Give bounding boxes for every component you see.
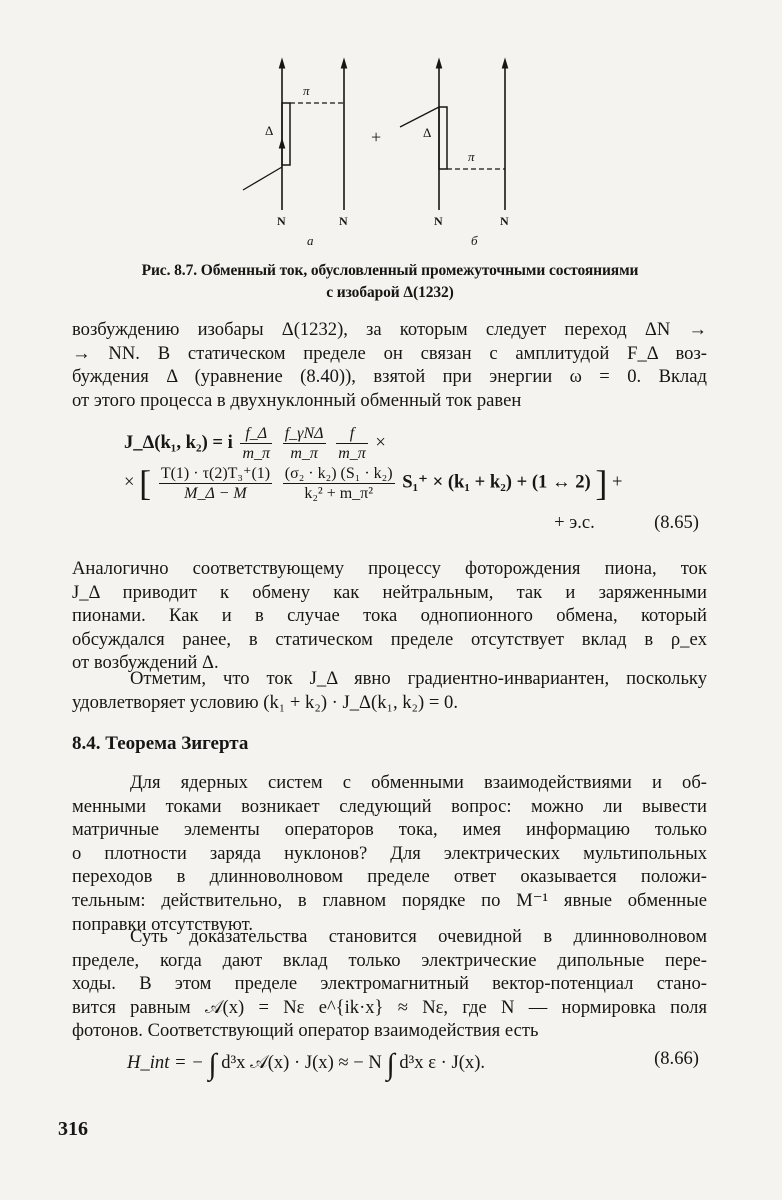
equation-line-2 (124, 462, 714, 504)
text-line: Аналогично соответствующему процессу фоторождения пиона, ток (72, 558, 707, 579)
equation-tail: S₁⁺ × (k₁ + k₂) + (1 ↔ 2) (402, 471, 591, 493)
plus-sign: + (371, 127, 382, 147)
equation-number: (8.66) (654, 1048, 699, 1069)
text-line: обсуждался ранее, в статическом пределе отсутствует вклад в ρ_ex (72, 628, 707, 650)
label-pi: π (303, 83, 310, 98)
caption-line: Рис. 8.7. Обменный ток, обусловленный промежуточными состояниями (141, 262, 639, 279)
times-sign: × (375, 431, 386, 453)
text-line: возбуждению изобары Δ(1232), за которым следует переход ΔN → (72, 319, 707, 340)
right-bracket: ] (595, 463, 608, 503)
equation-lhs: H_int = − (127, 1052, 204, 1073)
figure-caption (90, 260, 690, 304)
delta-box (282, 103, 290, 165)
page-number: 316 (58, 1118, 88, 1140)
equation-line-3 (554, 512, 699, 534)
fraction: $\frac{f\_\Delta}{m\_\pi}$ (242, 425, 271, 462)
label-n: N (277, 214, 286, 228)
integral-sign: ∫ (386, 1048, 395, 1081)
text-line: Отметим, что ток J_Δ явно градиентно-инвариантен, поскольку (130, 668, 707, 689)
equation-8-66 (72, 1048, 707, 1081)
text-line: удовлетворяет условию (k₁ + k₂) · J_Δ(k₁, k₂) = 0. (72, 691, 458, 713)
text-line: Суть доказательства становится очевидной в длинноволновом (130, 926, 707, 947)
sublabel-a: а (307, 233, 314, 248)
section-heading: 8.4. Теорема Зигерта (72, 733, 249, 754)
label-n: N (434, 214, 443, 228)
text-line: пределе, когда дают вклад только электрические дипольные пере- (72, 949, 707, 971)
text-line: от возбуждений Δ. (72, 652, 219, 674)
equation-part: d³x ε · J(x). (399, 1052, 486, 1073)
label-n: N (500, 214, 509, 228)
integral-sign: ∫ (208, 1048, 217, 1081)
diagram-b (400, 63, 509, 248)
equation-body (127, 1048, 485, 1082)
equation-8-65 (72, 420, 707, 550)
photon-line (243, 167, 282, 190)
fraction: $\frac{\text{f\_γNΔ}}{m\_\pi}$ (284, 425, 324, 462)
text-line: буждения Δ (уравнение (8.40)), взятой при энергии ω = 0. Вклад (72, 366, 707, 388)
text-line: Для ядерных систем с обменными взаимодействиями и об- (130, 772, 707, 793)
text-line: J_Δ приводит к обмену как нейтральным, так и заряженными (72, 581, 707, 603)
fraction: $\frac{\text{(σ₂ · k₂) (S₁ · k₂)}}{\text{k₂² + m\_π²}}$ (284, 464, 393, 502)
label-delta: Δ (423, 125, 432, 140)
sublabel-b: б (471, 233, 478, 248)
feynman-diagrams-svg (225, 55, 525, 255)
text-line: фотонов. Соответствующий оператор взаимодействия есть (72, 1020, 539, 1042)
text-line: менными токами возникает следующий вопрос: можно ли вывести (72, 795, 707, 817)
text-line: от этого процесса в двухнуклонный обменный ток равен (72, 389, 522, 411)
text-line: матричные элементы операторов тока, имея информацию только (72, 819, 707, 841)
text-line: пионами. Как и в случае тока однопионного обмена, который (72, 605, 707, 627)
paragraph-4 (72, 771, 707, 936)
paragraph-2 (72, 557, 707, 675)
text-line: → NN. В статическом пределе он связан с амплитудой F_Δ воз- (72, 342, 707, 364)
equation-line-1 (124, 424, 386, 463)
equation-part: d³x 𝒜(x) · J(x) ≈ − N (221, 1052, 382, 1073)
fraction: $\frac{f}{m\_\pi}$ (338, 425, 366, 462)
equation-number: (8.65) (654, 512, 699, 533)
paragraph-1 (72, 318, 707, 412)
photon-line (400, 107, 439, 127)
delta-box (439, 107, 447, 169)
equation-lhs: J_Δ(k₁, k₂) = i (124, 431, 233, 453)
text-line: переходов в длинноволновом пределе ответ оказывается положи- (72, 866, 707, 888)
left-bracket: [ (139, 463, 152, 503)
fraction: $\frac{\text{T(1) · τ(2)T₃⁺(1)}}{M\_\Delta - M}$ (160, 464, 271, 502)
times-sign: × (124, 471, 135, 493)
hermitian-conjugate: + э.с. (554, 512, 595, 533)
text-line: вится равным 𝒜(x) = Nε e^{ik·x} ≈ Nε, где N — нормировка поля (72, 996, 707, 1018)
diagram-a (243, 63, 348, 248)
feynman-diagram-figure (225, 55, 525, 255)
label-delta: Δ (265, 123, 274, 138)
plus-sign: + (612, 471, 623, 493)
text-line: о плотности заряда нуклонов? Для электрических мультипольных (72, 842, 707, 864)
text-line: поправки отсутствуют. (72, 913, 254, 935)
text-line: ходы. В этом пределе электромагнитный вектор-потенциал стано- (72, 973, 707, 995)
paragraph-5 (72, 925, 707, 1043)
label-n: N (339, 214, 348, 228)
text-line: тельным: действительно, в главном порядке по M⁻¹ явные обменные (72, 889, 707, 911)
caption-line: с изобарой Δ(1232) (326, 284, 454, 301)
label-pi: π (468, 149, 475, 164)
paragraph-3 (72, 667, 707, 714)
